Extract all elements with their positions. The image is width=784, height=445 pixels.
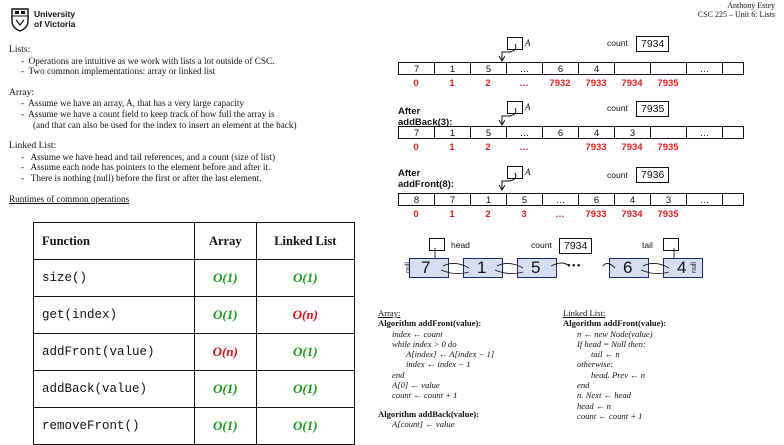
array-pointer-arrows: [490, 28, 530, 238]
array-cell: [722, 62, 744, 75]
list-complexity-cell: O(1): [256, 371, 354, 408]
linked-list-diagram: [395, 236, 775, 284]
algo-line: head ← n: [577, 400, 611, 411]
array-cell: 5: [470, 62, 506, 75]
ll-link-arrows: [395, 236, 715, 284]
table-header-row: [34, 223, 355, 260]
function-cell: addFront(value): [34, 334, 195, 371]
array-cell: 6: [542, 62, 578, 75]
algo-line: A[0] ← value: [392, 380, 440, 391]
count-label-1: count: [607, 38, 628, 48]
array-cell: 3: [614, 126, 650, 139]
array-cell: …: [686, 62, 722, 75]
array-algorithms: [378, 308, 548, 429]
course-title: CSC 225 – Unit 6: Lists: [697, 10, 775, 19]
array-index: 3: [521, 209, 527, 220]
ll-value-4: 6: [623, 258, 633, 277]
header-function: Function: [34, 223, 195, 260]
array-cell: 4: [578, 126, 614, 139]
linked-bullet-1: - Assume we have head and tail references, and a count (size of list): [21, 151, 276, 162]
list-complexity-cell: O(1): [256, 260, 354, 297]
algo-line: count ← count + 1: [577, 410, 643, 421]
header-array: Array: [194, 223, 256, 260]
count-label-3: count: [607, 170, 628, 180]
algo-line: Algorithm addFront(value):: [563, 318, 667, 329]
university-line2: of Victoria: [34, 19, 76, 29]
count-box-3: 7936: [636, 167, 669, 183]
array-bullet-2: - Assume we have a count field to keep track of how full the array is: [21, 108, 275, 119]
count-box-2: 7935: [636, 101, 669, 117]
function-cell: removeFront(): [34, 408, 195, 445]
algo-line: n. Next ← head: [577, 390, 631, 401]
array-cell: 1: [434, 62, 470, 75]
after-addfront-label: After addFront(8):: [398, 168, 454, 190]
array-algo-title: Array:: [378, 308, 401, 318]
table-row: [34, 297, 355, 334]
university-line1: University: [34, 9, 76, 19]
array-index: 7932: [549, 78, 571, 89]
array-cell: 1: [470, 193, 506, 206]
after-addback-label: After addBack(3):: [398, 106, 453, 128]
algo-line: Algorithm addBack(value):: [378, 408, 479, 419]
array-cell: …: [686, 126, 722, 139]
array-cell: [650, 126, 686, 139]
algo-line: otherwise:: [577, 359, 614, 370]
table-row: [34, 334, 355, 371]
function-cell: size(): [34, 260, 195, 297]
array-complexity-cell: O(1): [194, 297, 256, 334]
algo-line: end: [577, 380, 590, 391]
algo-line: Algorithm addFront(value):: [378, 318, 482, 329]
index-row-2: [398, 142, 758, 153]
linked-bullet-3: - There is nothing (null) before the first or after the last element.: [21, 172, 262, 183]
array-complexity-cell: O(1): [194, 371, 256, 408]
array-cell: …: [506, 62, 542, 75]
lists-bullet-2: - Two common implementations: array or linked list: [21, 66, 216, 77]
array-index: 7933: [585, 78, 607, 89]
a-label-1: A: [525, 38, 531, 48]
array-index: [722, 209, 758, 220]
algo-line: If head = Null then:: [577, 338, 646, 349]
array-index: 0: [413, 78, 419, 89]
array-index: 7935: [657, 142, 679, 153]
array-cell: …: [686, 193, 722, 206]
array-index: 1: [449, 142, 455, 153]
null-left: null: [404, 262, 412, 273]
array-index: 7934: [621, 209, 643, 220]
array-index: [686, 78, 722, 89]
array-index: …: [519, 142, 529, 153]
list-algorithms: [563, 308, 763, 421]
array-index: [686, 209, 722, 220]
array-cell: 4: [578, 62, 614, 75]
array-complexity-cell: O(1): [194, 408, 256, 445]
array-cell: 7: [434, 193, 470, 206]
array-cell: [722, 126, 744, 139]
array-index: …: [555, 209, 565, 220]
array-cell: 7: [398, 126, 434, 139]
table-row: [34, 371, 355, 408]
algo-line: count ← count + 1: [392, 390, 458, 401]
array-index: 7933: [585, 142, 607, 153]
array-bullet-1: - Assume we have an array, A, that has a very large capacity: [21, 98, 244, 109]
algo-line: head. Prev ← n: [591, 369, 646, 380]
array-cell: 1: [434, 126, 470, 139]
array-cell: 5: [470, 126, 506, 139]
array-complexity-cell: O(n): [194, 334, 256, 371]
table-row: [34, 408, 355, 445]
array-index: 0: [413, 209, 419, 220]
array-index: [542, 142, 578, 153]
index-row-1: [398, 78, 758, 89]
array-cell: …: [542, 193, 578, 206]
lists-heading: Lists:: [9, 44, 31, 55]
uvic-crest-icon: [10, 8, 30, 32]
algo-line: A[index] ← A[index − 1]: [406, 349, 495, 360]
linked-heading: Linked List:: [9, 140, 57, 152]
a-label-3: A: [525, 167, 531, 177]
array-cell: 8: [398, 193, 434, 206]
array-cell: [650, 62, 686, 75]
header-right: [698, 1, 775, 19]
algo-line: while index > 0 do: [392, 338, 457, 349]
table-row: [34, 260, 355, 297]
array-cell: 7: [398, 62, 434, 75]
array-row-2: [398, 126, 744, 139]
index-row-3: [398, 209, 758, 220]
null-right: null: [690, 262, 698, 273]
count-box-1: 7934: [636, 36, 669, 52]
array-index: 7935: [657, 78, 679, 89]
array-index: [722, 78, 758, 89]
ll-value-2: 1: [477, 258, 487, 277]
array-cell: 6: [578, 193, 614, 206]
list-algo-title: Linked List:: [563, 308, 606, 318]
algo-line: index ← count: [392, 328, 443, 339]
array-index: [686, 142, 722, 153]
function-cell: get(index): [34, 297, 195, 334]
array-index: [722, 142, 758, 153]
array-row-3: [398, 193, 744, 206]
algo-line: end: [392, 369, 405, 380]
array-cell: [614, 62, 650, 75]
array-cell: 4: [614, 193, 650, 206]
array-cell: 3: [650, 193, 686, 206]
array-index: 1: [449, 78, 455, 89]
array-index: 7934: [621, 78, 643, 89]
left-notes: [9, 45, 379, 204]
array-index: 2: [485, 78, 491, 89]
ll-value-5: 4: [677, 258, 687, 277]
ll-count-box: 7934: [559, 238, 592, 254]
head-label: head: [451, 240, 470, 250]
tail-label: tail: [642, 240, 653, 250]
array-row-1: [398, 62, 744, 75]
array-index: 1: [449, 209, 455, 220]
array-heading: Array:: [9, 86, 35, 98]
array-index: 2: [485, 209, 491, 220]
runtime-table: [33, 222, 355, 445]
algo-line: index ← index − 1: [406, 359, 471, 370]
array-index: 7935: [657, 209, 679, 220]
array-cell: 5: [506, 193, 542, 206]
array-index: 0: [413, 142, 419, 153]
array-complexity-cell: O(1): [194, 260, 256, 297]
algo-line: n ← new Node(value): [577, 328, 653, 339]
linked-bullet-2: - Assume each node has pointers to the element before and after it.: [21, 162, 271, 173]
ll-value-3: 5: [531, 258, 541, 277]
ll-ellipsis: •••: [567, 260, 582, 272]
array-cell: …: [506, 126, 542, 139]
algo-line: tail ← n: [591, 349, 620, 360]
array-index: 2: [485, 142, 491, 153]
author: Anthony Estey: [727, 1, 775, 10]
list-complexity-cell: O(n): [256, 297, 354, 334]
count-label-2: count: [607, 103, 628, 113]
algo-line: A[count] ← value: [392, 418, 455, 429]
array-index: 7933: [585, 209, 607, 220]
array-cell: [722, 193, 744, 206]
list-complexity-cell: O(1): [256, 408, 354, 445]
university-name: [34, 9, 75, 29]
runtimes-heading: Runtimes of common operations: [9, 193, 130, 204]
header-linked-list: Linked List: [256, 223, 354, 260]
array-index: 7934: [621, 142, 643, 153]
ll-value-1: 7: [421, 258, 431, 277]
array-cell: 6: [542, 126, 578, 139]
array-bullet-2-cont: (and that can also be used for the index to insert an element at the back): [33, 119, 297, 130]
lists-bullet-1: - Operations are intuitive as we work with lists a lot outside of CSC.: [21, 55, 275, 66]
array-index: …: [519, 78, 529, 89]
algo-line: [378, 401, 548, 409]
ll-count-label: count: [531, 240, 552, 250]
a-label-2: A: [525, 102, 531, 112]
function-cell: addBack(value): [34, 371, 195, 408]
list-complexity-cell: O(1): [256, 334, 354, 371]
